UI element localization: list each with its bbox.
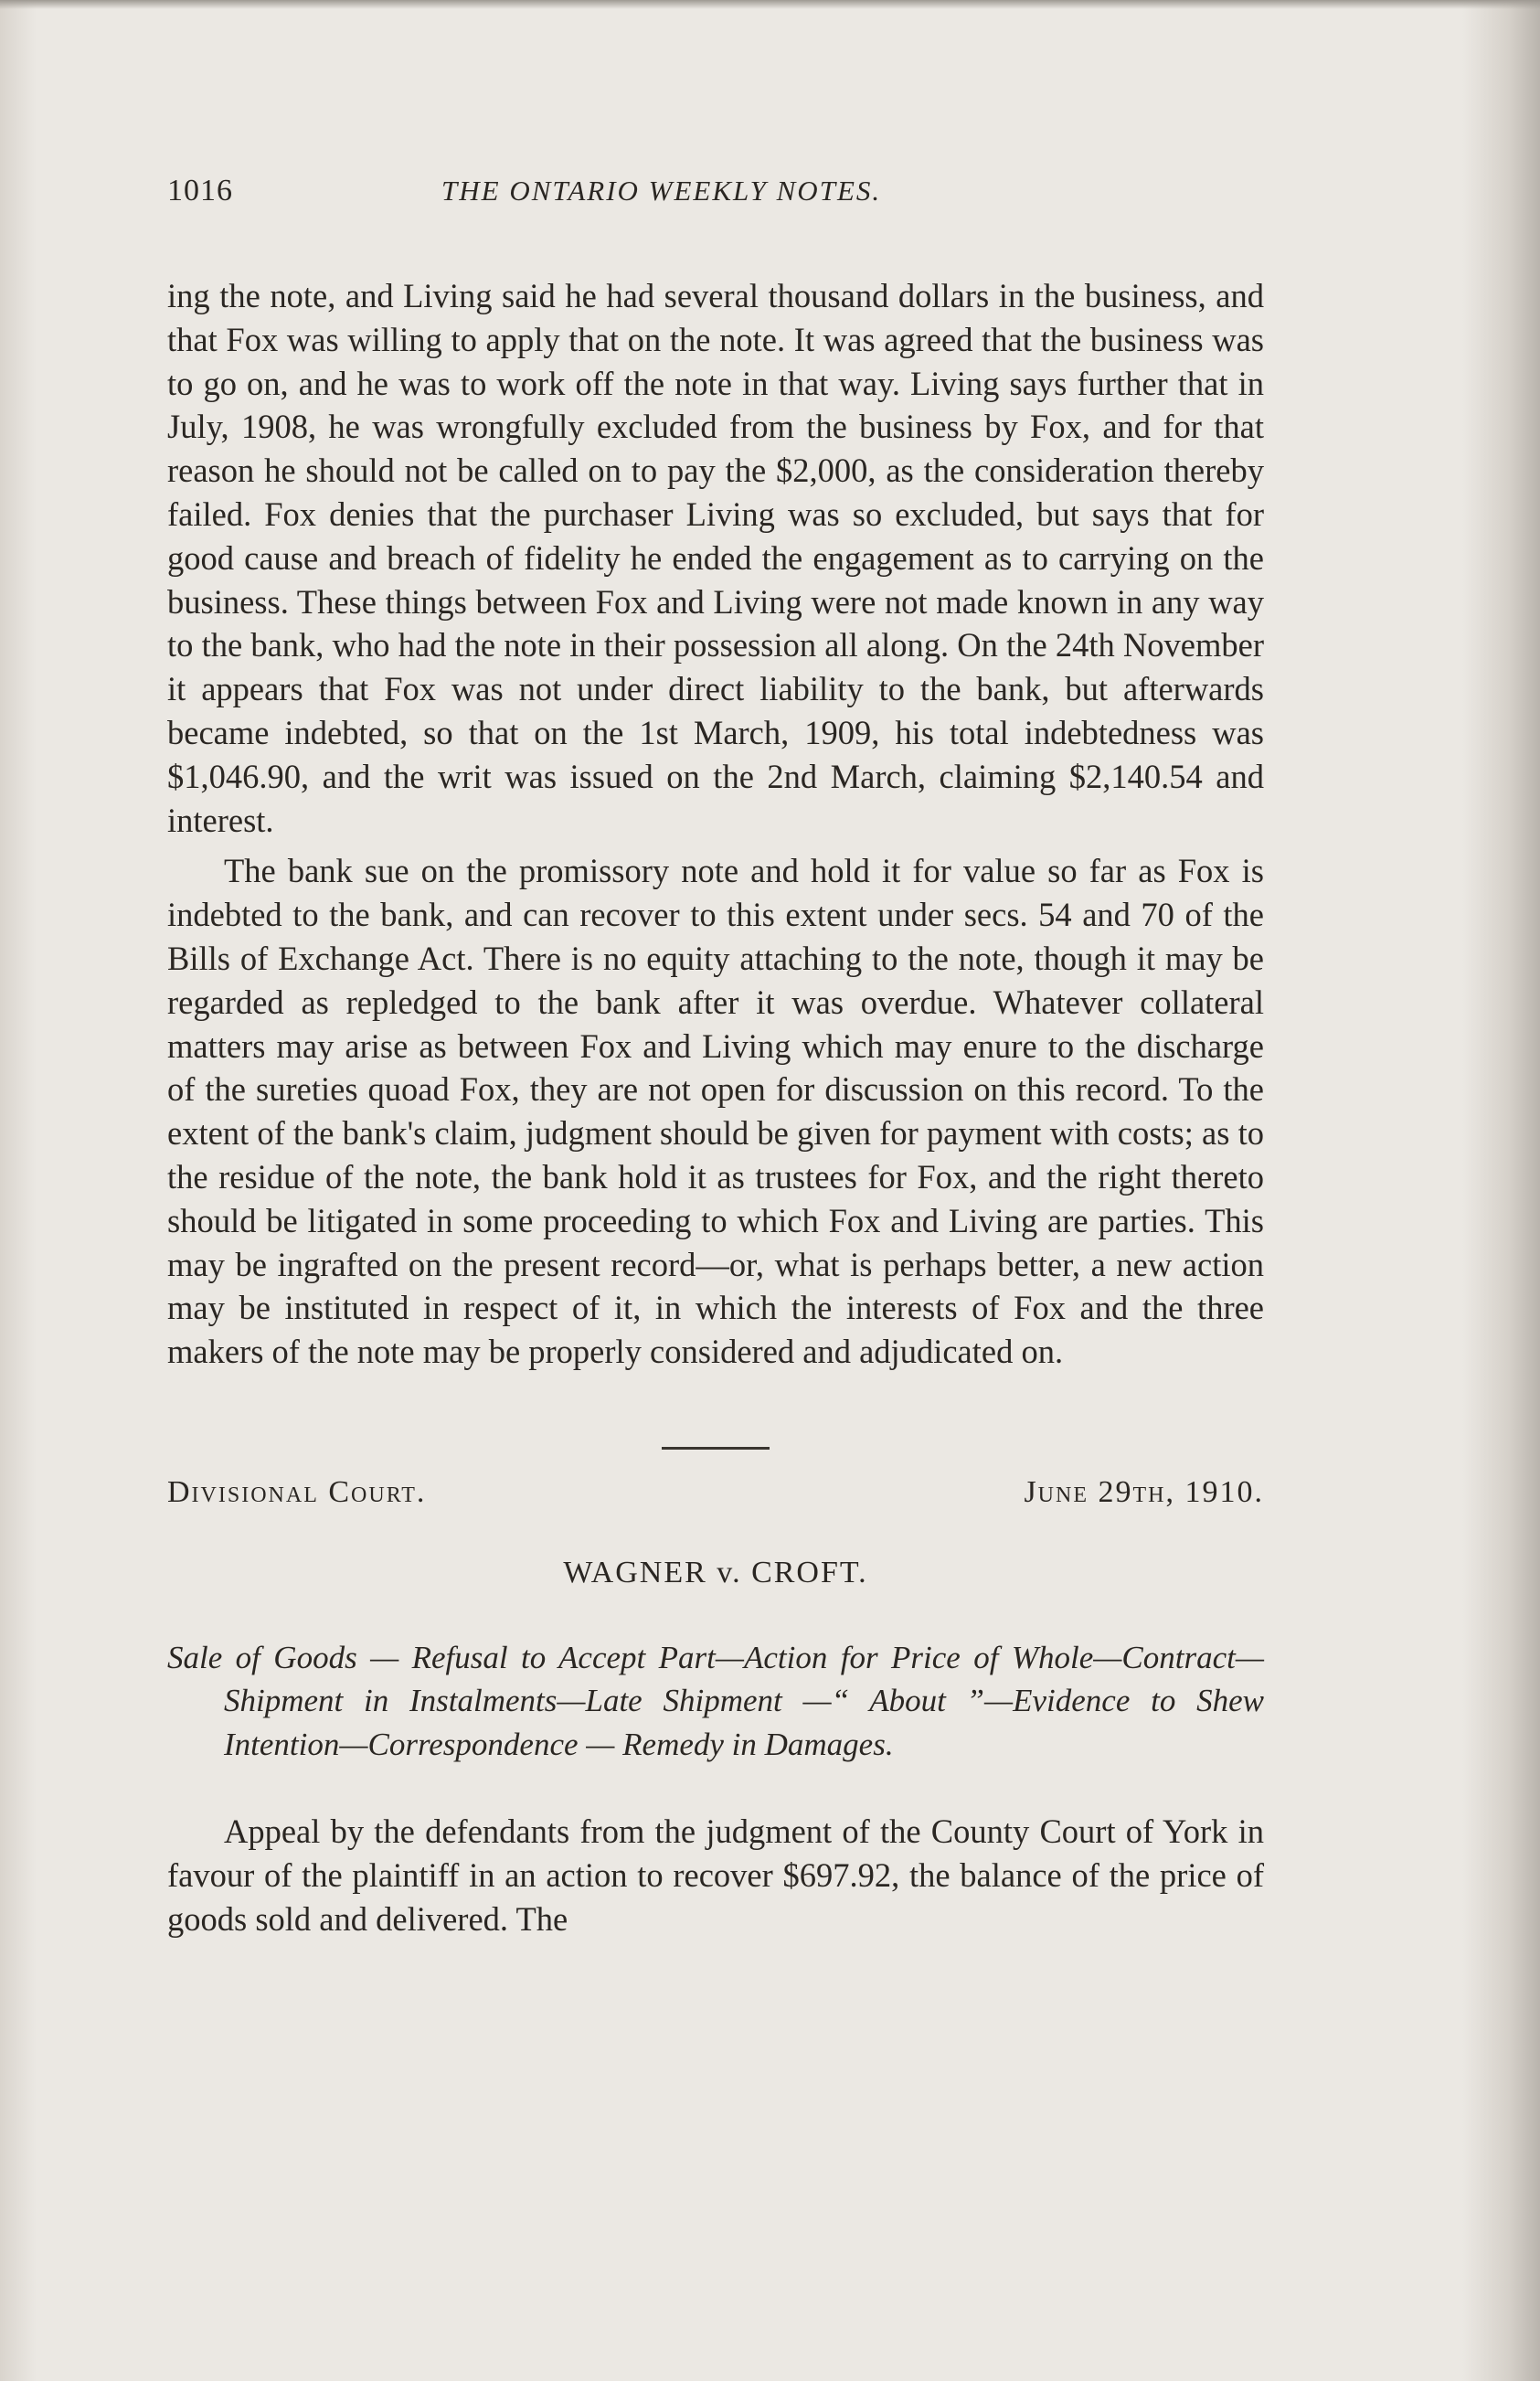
section-divider — [662, 1447, 770, 1450]
headnote: Sale of Goods — Refusal to Accept Part—Action for Price of Whole—Contract—Shipment in Instalments—Late Shipment —“ About ”—Evidence to Shew Intention—Correspondence — Remedy in Damages. — [167, 1639, 1264, 1762]
court-line — [167, 1475, 1264, 1510]
body-paragraph-2: The bank sue on the promissory note and hold it for value so far as Fox is indebted to the bank, and can recover to this extent under secs. 54 and 70 of the Bills of Exchange Act. There is no equity attaching to the note, though it may be regarded as repledged to the bank after it was overdue. Whatever collateral matters may arise as between Fox and Living which may enure to the discharge of the sureties quoad Fox, they are not open for discussion on this record. To the extent of the bank's claim, judgment should be given for payment with costs; as to the residue of the note, the bank hold it as trustees for Fox, and the right thereto should be litigated in some proceeding to which Fox and Living are parties. This may be ingrafted on the present record—or, what is perhaps better, a new action may be instituted in respect of it, in which the interests of Fox and the three makers of the note may be properly considered and adjudicated on. — [167, 852, 1264, 1371]
page-number: 1016 — [167, 174, 233, 207]
running-title: THE ONTARIO WEEKLY NOTES. — [441, 175, 882, 207]
case-title: WAGNER v. CROFT. — [563, 1555, 868, 1589]
appeal-paragraph: Appeal by the defendants from the judgment of the County Court of York in favour of the plaintiff in an action to recover $697.92, the balance of the price of goods sold and delivered. The — [167, 1812, 1264, 1939]
judgment-date: June 29th, 1910. — [1024, 1474, 1264, 1509]
court-name: Divisional Court. — [167, 1474, 427, 1509]
running-head — [167, 174, 1264, 229]
page-edge-shadow — [0, 0, 1540, 9]
body-paragraph-1: ing the note, and Living said he had several thousand dollars in the business, and that Fox was willing to apply that on the note. It was agreed that the business was to go on, and he was to work off the note in that way. Living says further that in July, 1908, he was wrongfully excluded from the business by Fox, and for that reason he should not be called on to pay the $2,000, as the consideration thereby failed. Fox denies that the purchaser Living was so excluded, but says that for good cause and breach of fidelity he ended the engagement as to carrying on the business. These things between Fox and Living were not made known in any way to the bank, who had the note in their possession all along. On the 24th November it appears that Fox was not under direct liability to the bank, but afterwards became indebted, so that on the 1st March, 1909, his total indebtedness was $1,046.90, and the writ was issued on the 2nd March, claiming $2,140.54 and interest. — [167, 277, 1264, 839]
page-content — [167, 174, 1264, 1941]
